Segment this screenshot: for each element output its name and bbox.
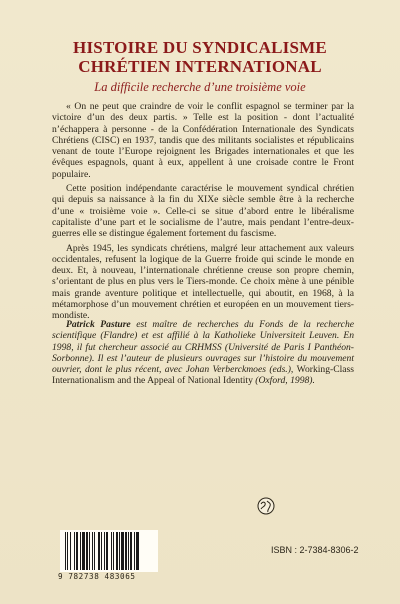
barcode (60, 530, 158, 572)
book-title (0, 38, 400, 76)
author-bio-text-2: (Oxford, 1998). (252, 375, 315, 387)
author-name: Patrick Pasture (66, 319, 131, 330)
author-bio-text-1: est maître de recherches du Fonds de la recherche scientifique (Flandre) et est affilié à la Katholieke Universiteit Leuven. En 1998, il fut chercheur associé au CRHMSS (Université de Paris I Panthéon-Sorbonne). Il est l’auteur de plusieurs ouvrages sur l’histoire du mouvement ouvrier, dont le plus récent, avec Johan Verberckmoes (eds.), (52, 319, 354, 376)
author-book-title: Working-Class Internationalism and the Appeal of National Identity (52, 364, 354, 387)
blurb-paragraph-3: Après 1945, les syndicats chrétiens, malgré leur attachement aux valeurs occidentales, refusent la logique de la Guerre froide qui scinde le monde en deux. Et, à nouveau, l’internationale chrétienne creuse son propre chemin, s’orientant de plus en plus vers le Tiers-monde. Ce choix mène à une pénible mais grande aventure politique et intellectuelle, qui aboutit, en 1968, à la métamorphose d’un mouvement chrétien et européen en un mouvement tiers-mondiste. (52, 242, 354, 322)
blurb (52, 101, 354, 322)
isbn-label: ISBN : 2-7384-8306-2 (271, 545, 359, 555)
publisher-globe-icon (257, 497, 275, 515)
blurb-paragraph-1: « On ne peut que craindre de voir le conflit espagnol se terminer par la victoire d’un des deux partis. » Telle est la position - dont l’actualité n’échappera à personne - de la Confédération Internationale des Syndicats Chrétiens (CISC) en 1937, tandis que des militants socialistes et républicains venant de toute l’Europe rejoignent les Brigades internationales et que les évêques espagnols, quant à eux, appellent à une croisade contre le Front populaire. (52, 101, 354, 180)
book-subtitle: La difficile recherche d’une troisième voie (94, 80, 306, 94)
author-bio (52, 319, 354, 387)
title-line-1: HISTOIRE DU SYNDICALISME (73, 38, 327, 57)
barcode-number: 9 782738 483065 (58, 572, 136, 581)
title-line-2: CHRÉTIEN INTERNATIONAL (78, 57, 322, 76)
blurb-paragraph-2: Cette position indépendante caractérise le mouvement syndical chrétien qui depuis sa naissance à la fin du XIXe siècle semble être à la recherche d’une « troisième voie ». Celle-ci se situe d’abord entre le libéralisme capitaliste d’une part et le socialisme de l’autre, mais pendant l’entre-deux-guerres elle se distingue également fortement du fascisme. (52, 183, 354, 240)
